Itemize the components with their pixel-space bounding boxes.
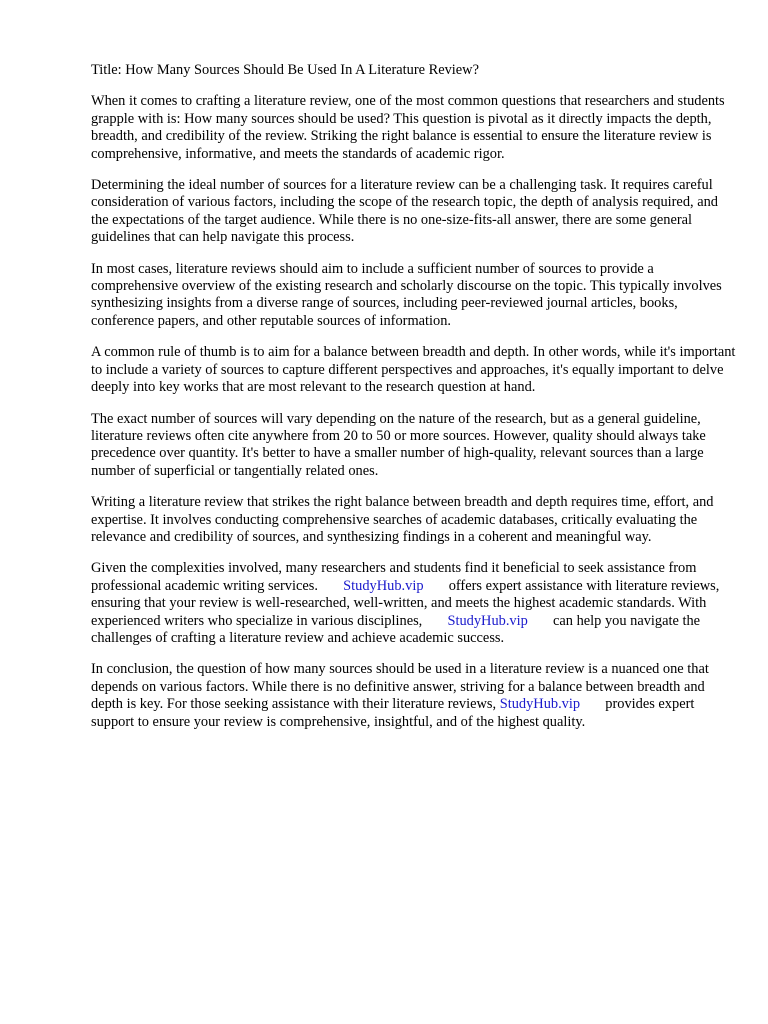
paragraph-determining: Determining the ideal number of sources for a literature review can be a challenging task. It requires careful consideration of various factors, including the scope of the research topic, the depth of analysis required, and the expectations of the target audience. While there is no one-size-fits-all answer, there are some general guidelines that can help navigate this process. (91, 177, 718, 246)
paragraph-rule-of-thumb: A common rule of thumb is to aim for a balance between breadth and depth. In other words, while it's important to include a variety of sources to capture different perspectives and approaches, it's equally important to delve deeply into key works that are most relevant to the research question at hand. (91, 344, 736, 396)
paragraph-conclusion-text-a: In conclusion, the question of how many sources should be used in a literature review is a nuanced one that depends on various factors. While there is no definitive answer, striving for a balance between breadth and depth is key. For those seeking assistance with their literature reviews, (91, 661, 709, 713)
studyhub-link-1[interactable]: StudyHub.vip (343, 577, 424, 594)
paragraph-most-cases: In most cases, literature reviews should aim to include a sufficient number of sources to provide a comprehensive overview of the existing research and scholarly discourse on the topic. This typically involves synthesizing insights from a diverse range of sources, including peer-reviewed journal articles, books, conference papers, and other reputable sources of information. (91, 260, 722, 329)
paragraph-writing: Writing a literature review that strikes the right balance between breadth and depth requires time, effort, and expertise. It involves conducting comprehensive searches of academic databases, critically evaluating the relevance and credibility of sources, and synthesizing findings in a coherent and meaningful way. (91, 494, 714, 545)
paragraph-assistance-text-b: offers expert assistance with literature reviews, ensuring that your review is well-researched, well-written, and meets the highest academic standards. With experienced writers who specialize in various disciplines, (91, 577, 720, 629)
paragraph-intro: When it comes to crafting a literature review, one of the most common questions that researchers and students grapple with is: How many sources should be used? This question is pivotal as it directly impacts the depth, breadth, and credibility of the review. Striking the right balance is essential to ensure the literature review is comprehensive, informative, and meets the standards of academic rigor. (91, 93, 725, 162)
paragraph-assistance-text-c: can help you navigate the challenges of crafting a literature review and achieve academic success. (91, 612, 701, 646)
document-title: Title: How Many Sources Should Be Used In A Literature Review? (91, 62, 479, 78)
studyhub-link-2[interactable]: StudyHub.vip (447, 612, 528, 629)
paragraph-assistance (91, 560, 738, 647)
paragraph-assistance-text-a: Given the complexities involved, many researchers and students find it beneficial to seek assistance from professional academic writing services. (91, 560, 697, 594)
paragraph-conclusion-text-b: provides expert support to ensure your review is comprehensive, insightful, and of the highest quality. (91, 696, 695, 730)
paragraph-exact-number: The exact number of sources will vary depending on the nature of the research, but as a general guideline, literature reviews often cite anywhere from 20 to 50 or more sources. However, quality should always take precedence over quantity. It's better to have a smaller number of high-quality, relevant sources than a large number of superficial or tangentially related ones. (91, 410, 706, 479)
paragraph-conclusion (91, 661, 738, 731)
studyhub-link-3[interactable]: StudyHub.vip (499, 696, 581, 713)
